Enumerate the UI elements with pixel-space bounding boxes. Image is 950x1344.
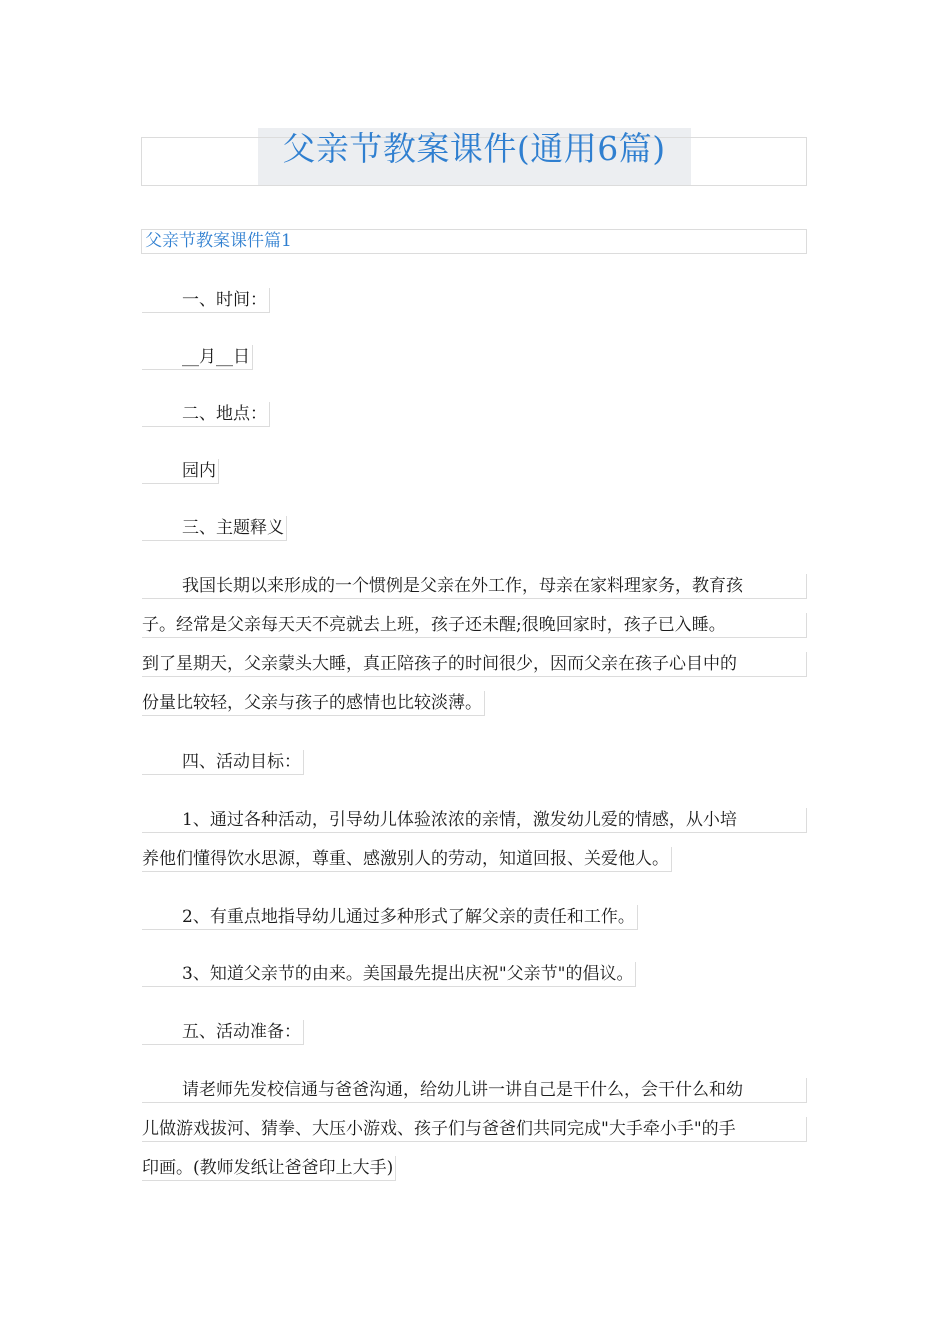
line-time-heading: 一、时间： bbox=[142, 288, 270, 313]
line-location: 园内 bbox=[142, 459, 219, 484]
line-theme-heading: 三、主题释义 bbox=[142, 516, 287, 541]
paragraph-line: 份量比较轻，父亲与孩子的感情也比较淡薄。 bbox=[142, 691, 485, 716]
paragraph-line: 儿做游戏拔河、猜拳、大压小游戏、孩子们与爸爸们共同完成"大手牵小手"的手 bbox=[142, 1117, 807, 1142]
paragraph-line: 请老师先发校信通与爸爸沟通，给幼儿讲一讲自己是干什么，会干什么和幼 bbox=[142, 1078, 807, 1103]
section-heading: 父亲节教案课件篇1 bbox=[141, 229, 807, 254]
document-title: 父亲节教案课件(通用6篇) bbox=[282, 129, 666, 168]
line-goals-heading: 四、活动目标： bbox=[142, 750, 304, 775]
paragraph-line: 养他们懂得饮水思源，尊重、感激别人的劳动，知道回报、关爱他人。 bbox=[142, 847, 672, 872]
line-prep-heading: 五、活动准备： bbox=[142, 1020, 304, 1045]
paragraph-line: 子。经常是父亲每天天不亮就去上班，孩子还未醒;很晚回家时，孩子已入睡。 bbox=[142, 613, 807, 638]
line-location-heading: 二、地点： bbox=[142, 402, 270, 427]
paragraph-line: 我国长期以来形成的一个惯例是父亲在外工作，母亲在家料理家务，教育孩 bbox=[142, 574, 807, 599]
line-date: __月__日 bbox=[142, 345, 253, 370]
paragraph-line: 3、知道父亲节的由来。美国最先提出庆祝"父亲节"的倡议。 bbox=[142, 962, 636, 987]
paragraph-line: 2、有重点地指导幼儿通过多种形式了解父亲的责任和工作。 bbox=[142, 905, 638, 930]
paragraph-line: 到了星期天，父亲蒙头大睡，真正陪孩子的时间很少，因而父亲在孩子心目中的 bbox=[142, 652, 807, 677]
paragraph-line: 印画。(教师发纸让爸爸印上大手) bbox=[142, 1156, 396, 1181]
paragraph-line: 1、通过各种活动，引导幼儿体验浓浓的亲情，激发幼儿爱的情感，从小培 bbox=[142, 808, 807, 833]
